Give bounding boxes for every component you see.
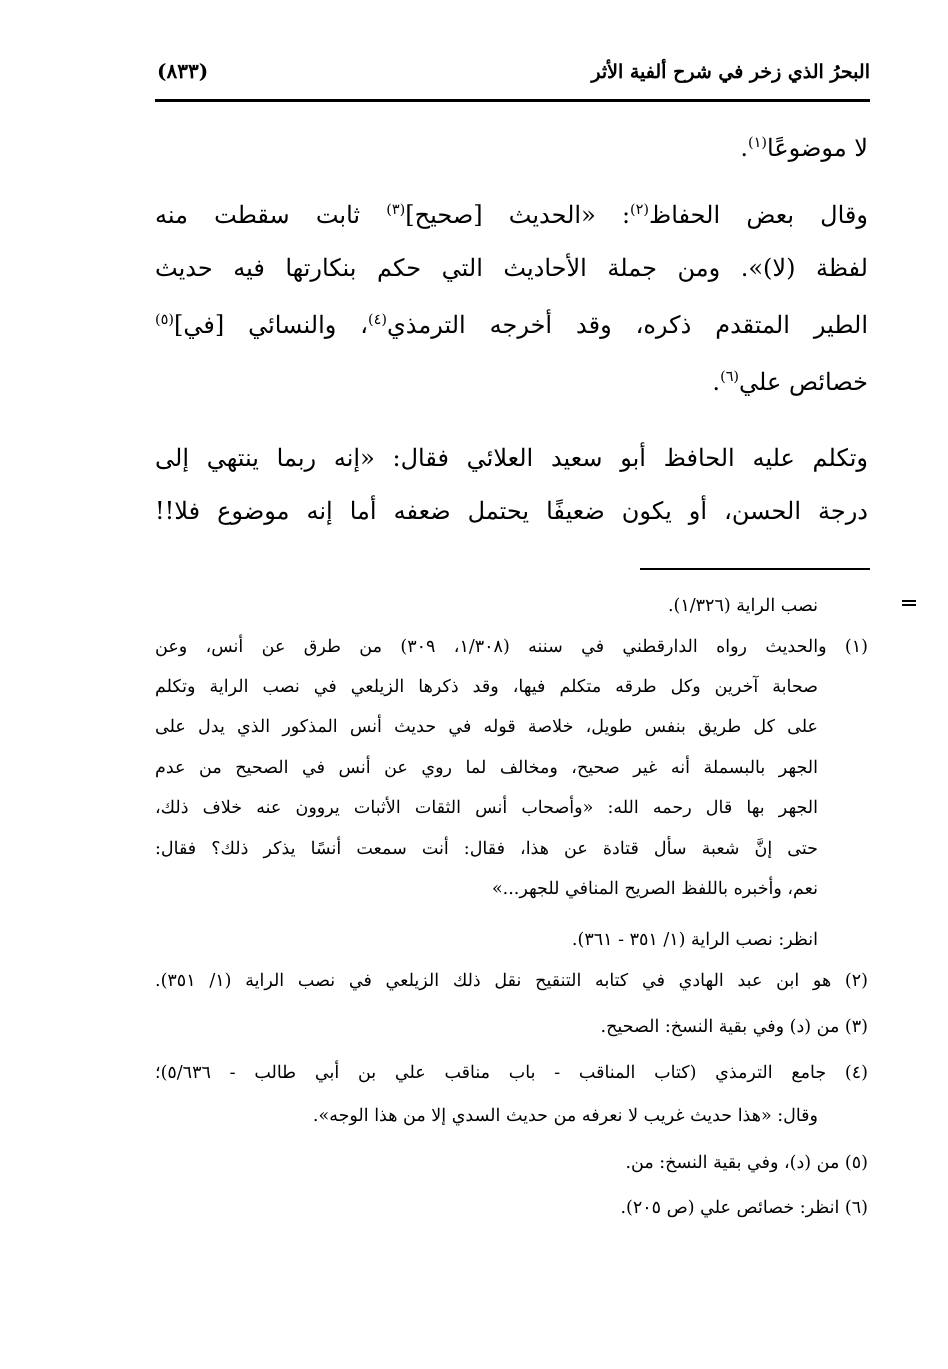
footnote-line: الجهر بالبسملة أنه غير صحيح، ومخالف لما روي عن أنس في الصحيح من عدم [155,758,818,778]
footnote-line: نعم، وأخبره باللفظ الصريح المنافي للجهر...» [491,879,818,899]
body-line: لا موضوعًا$^{(١)}$. [740,134,868,162]
footnote-ref: (٥) [155,312,174,328]
footnote-ref: (٣) [386,202,406,218]
body-line: وتكلم عليه الحافظ أبو سعيد العلائي فقال: «إنه ربما ينتهي إلى [155,444,868,472]
footnote-line: (٦) انظر: خصائص علي (ص ٢٠٥). [620,1198,868,1218]
footnote-line: الجهر بها قال رحمه الله: «وأصحاب أنس الثقات الأثبات يروون عنه خلاف ذلك، [155,798,818,818]
header-rule [155,99,870,102]
footnote-ref: (١) [748,135,768,151]
body-line: وقال بعض الحفاظ$^{(٢)}$: «الحديث [صحيح]$^{(٣)}$ ثابت سقطت منه [155,201,868,229]
body-line: درجة الحسن، أو يكون ضعيفًا يحتمل ضعفه أما إنه موضوع فلا!! [155,497,868,525]
footnote-line: (٢) هو ابن عبد الهادي في كتابه التنقيح نقل ذلك الزيلعي في نصب الراية (١/ ٣٥١). [155,971,868,991]
footnote-line: وقال: «هذا حديث غريب لا نعرفه من حديث السدي إلا من هذا الوجه». [312,1106,818,1126]
body-line: لفظة (لا)». ومن جملة الأحاديث التي حكم بنكارتها فيه حديث [155,254,868,282]
footnote-line: نصب الراية (١/٣٢٦). [667,596,818,616]
footnote-line: انظر: نصب الراية (١/ ٣٥١ - ٣٦١). [571,930,818,950]
margin-mark [902,600,916,606]
footnote-separator [640,568,870,570]
footnote-ref: (٢) [630,202,650,218]
running-header [155,55,870,97]
footnote-ref: (٤) [368,312,387,328]
footnote-line: (٣) من (د) وفي بقية النسخ: الصحيح. [600,1017,868,1037]
body-line: خصائص علي$^{(٦)}$. [712,368,868,396]
book-title: البحرُ الذي زخر في شرح ألفية الأثر [591,61,870,83]
footnote-ref: (٦) [720,369,740,385]
body-line: الطير المتقدم ذكره، وقد أخرجه الترمذي$^{(٤)}$، والنسائي [في]$^{(٥)}$ [155,311,868,339]
page-number: (٨٣٣) [157,59,209,83]
footnote-line: صحابة آخرين وكل طرقه متكلم فيها، وقد ذكرها الزيلعي في نصب الراية وتكلم [155,677,818,697]
footnote-line: (٥) من (د)، وفي بقية النسخ: من. [625,1153,868,1173]
footnote-line: حتى إنَّ شعبة سأل قتادة عن هذا، فقال: أنت سمعت أنسًا يذكر ذلك؟ فقال: [155,839,818,859]
footnote-line: على كل طريق بنفس طويل، خلاصة قوله في حديث أنس المذكور الذي يدل على [155,717,818,737]
footnote-line: (١) والحديث رواه الدارقطني في سننه (١/٣٠٨، ٣٠٩) من طرق عن أنس، وعن [155,637,868,657]
footnote-line: (٤) جامع الترمذي (كتاب المناقب - باب مناقب علي بن أبي طالب - ٥/٦٣٦)؛ [155,1063,868,1083]
